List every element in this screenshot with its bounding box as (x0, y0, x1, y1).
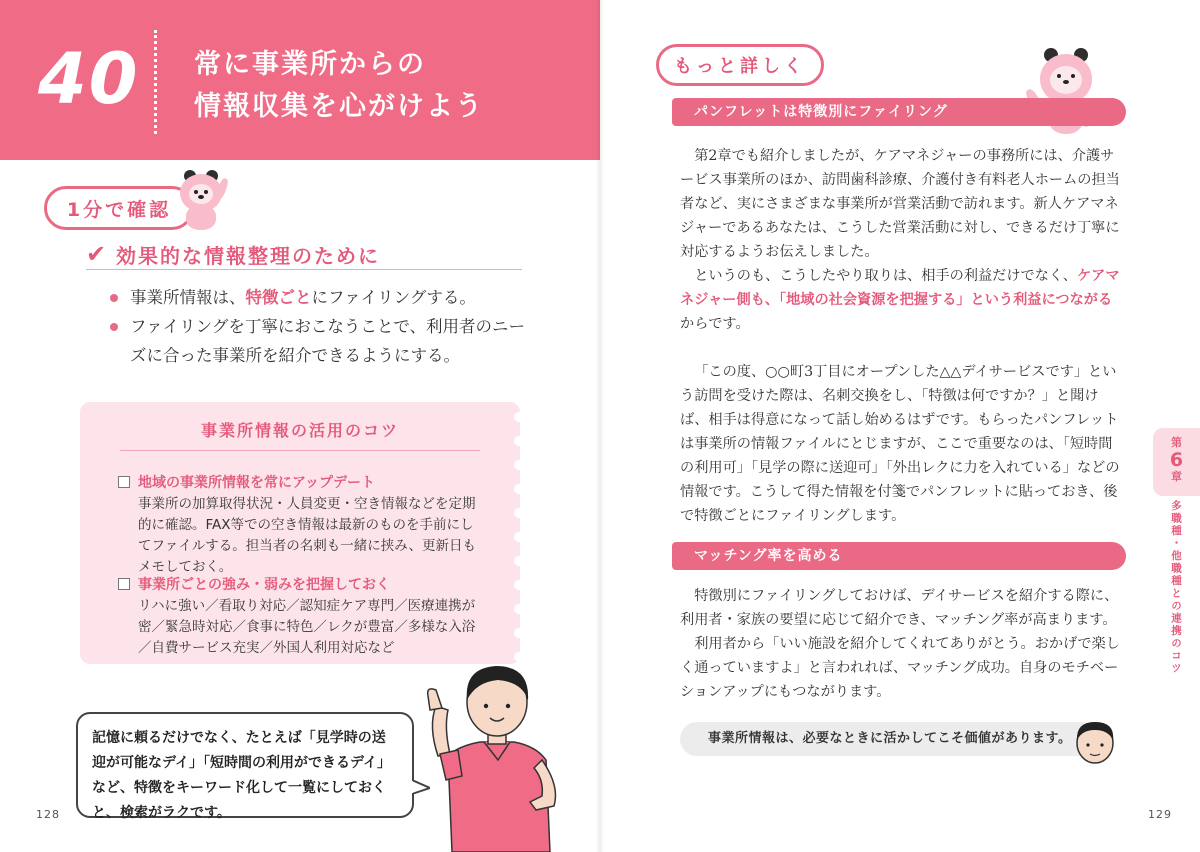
chapter-prefix: 第 (1171, 436, 1182, 449)
section-title-line1: 常に事業所からの (194, 49, 426, 80)
quick-check-label: 1分で確認 (44, 186, 194, 230)
tips-box (80, 402, 520, 664)
chapter-suffix: 章 (1171, 470, 1182, 483)
summary-bar: 事業所情報は、必要なときに活かしてこそ価値があります。 (680, 722, 1098, 756)
checkbox-icon (118, 476, 130, 488)
chapter-tab (1153, 428, 1200, 496)
list-item: ファイリングを丁寧におこなうことで、利用者のニーズに合った事業所を紹介できるようにする。 (108, 312, 528, 370)
list-item (108, 283, 528, 312)
paragraph: 利用者から「いい施設を紹介してくれてありがとう。おかげで楽しく通っていますよ」と言われれば、マッチング成功。自身のモチベーションアップにもつながります。 (680, 636, 1120, 700)
speech-bubble: 記憶に頼るだけでなく、たとえば「見学時の送迎が可能なデイ」「短時間の利用ができるデイ」など、特徴をキーワード化して一覧にしておくと、検索がラクです。 (76, 712, 414, 818)
quick-check-bullets (108, 283, 528, 370)
bullet-text: 事業所情報は、 (130, 288, 246, 307)
paragraph-text: というのも、こうしたやり取りは、相手の利益だけでなく、 (694, 268, 1077, 284)
chapter-title-vertical: 多職種・他職種との連携のコツ (1170, 500, 1182, 675)
section-number: 40 (38, 38, 140, 120)
tip-heading (118, 472, 375, 492)
person-face-icon (1072, 716, 1118, 766)
tip-heading-text: 地域の事業所情報を常にアップデート (138, 475, 376, 491)
section-body-filing (680, 144, 1124, 528)
page-number-right: 129 (1148, 808, 1172, 821)
section-body-matching (680, 584, 1124, 704)
tips-divider (120, 450, 480, 451)
bear-mascot-icon (176, 168, 236, 232)
quick-check-heading (86, 240, 522, 270)
paragraph: 特徴別にファイリングしておけば、デイサービスを紹介する際に、利用者・家族の要望に応じて紹介でき、マッチング率が高まります。 (680, 588, 1119, 628)
tip-body: 事業所の加算取得状況・人員変更・空き情報などを定期的に確認。FAX等での空き情報は最新のものを手前にしてファイルする。担当者の名刺も一緒に挟み、更新日もメモしておく。 (138, 496, 477, 575)
checkbox-icon (118, 578, 130, 590)
decorative-dots (514, 412, 526, 676)
chapter-number: 6 (1169, 449, 1184, 471)
person-illustration-icon (418, 656, 568, 852)
bullet-text: にファイリングする。 (311, 288, 476, 307)
paragraph: 第2章でも紹介しましたが、ケアマネジャーの事務所には、介護サービス事業所のほか、訪問歯科診療、介護付き有料老人ホームの担当者など、実にさまざまな事業所が営業活動で訪れます。新人ケアマネジャーであるあなたは、こうした営業活動に対し、できるだけ丁寧に対応するようお伝えしました。 (680, 148, 1120, 260)
paragraph-highlight: ケアマネジャー側も、「地域の社会資源を把握する」という利益につながる (680, 268, 1120, 308)
more-detail-label: もっと詳しく (656, 44, 824, 86)
checkmark-icon: ✔ (86, 240, 107, 268)
paragraph-text: からです。 (680, 316, 750, 332)
tip-heading (118, 574, 390, 594)
quick-check-title: 効果的な情報整理のために (116, 244, 380, 268)
paragraph: 「この度、○○町3丁目にオープンした△△デイサービスです」という訪問を受けた際は、名刺交換をし、「特徴は何ですか？」と聞けば、相手は得意になって話し始めるはずです。もらったパンフレットは事業所の情報ファイルにとじますが、ここで重要なのは、「短時間の利用可」「見学の際に送迎可」「外出レクに力を入れている」などの情報です。こうして得た情報を付箋でパンフレットに貼っておき、後で特徴ごとにファイリングします。 (680, 364, 1120, 524)
section-title-line2: 情報収集を心がけよう (194, 91, 484, 122)
page-number-left: 128 (36, 808, 60, 821)
tips-title: 事業所情報の活用のコツ (200, 421, 399, 440)
section-heading-matching: マッチング率を高める (676, 542, 1126, 570)
chapter-header (0, 0, 600, 160)
tip-heading-text: 事業所ごとの強み・弱みを把握しておく (138, 577, 390, 593)
paragraph (680, 264, 1124, 336)
bullet-highlight: 特徴ごと (245, 288, 312, 307)
header-divider (154, 30, 157, 134)
tip-body: リハに強い／看取り対応／認知症ケア専門／医療連携が密／緊急時対応／食事に特色／レクが豊富／多様な入浴／自費サービス充実／外国人利用対応など (138, 598, 476, 656)
section-heading-filing: パンフレットは特徴別にファイリング (676, 98, 1126, 126)
book-gutter (596, 0, 604, 852)
section-title (194, 44, 484, 128)
